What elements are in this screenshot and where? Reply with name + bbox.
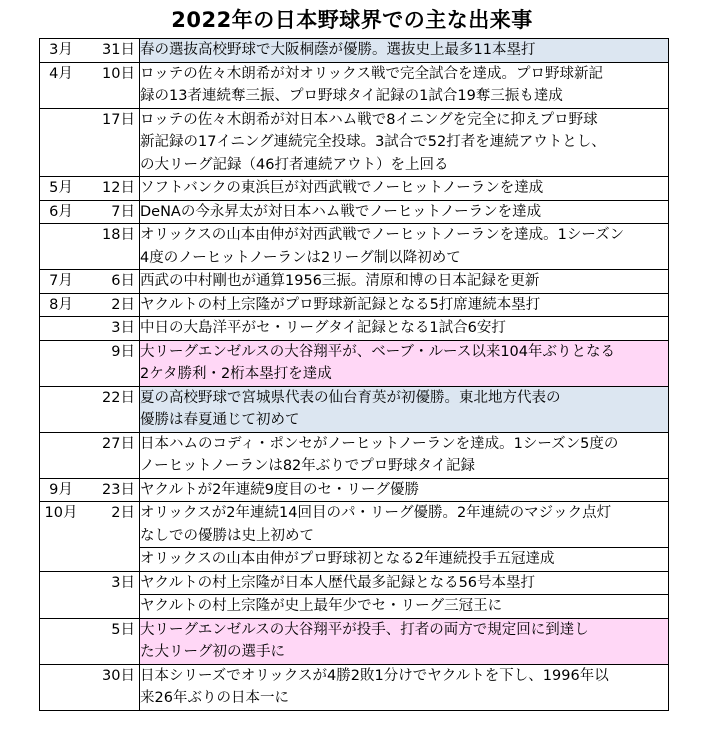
event-date-cell [40, 62, 140, 108]
event-description-line: オリックスの山本由伸が対西武戦でノーヒットノーランを達成。1シーズン [140, 227, 625, 243]
event-description-line: ヤクルトの村上宗隆が史上最年少でセ・リーグ三冠王に [140, 598, 503, 614]
event-day: 31日 [102, 42, 135, 58]
event-description-line: 日本ハムのコディ・ポンセがノーヒットノーランを達成。1シーズン5度の [140, 435, 619, 452]
event-description-line: 新記録の17イニング連続完全投球。3試合で52打者を連続アウトとし、 [140, 134, 606, 150]
event-row [40, 62, 669, 108]
event-description-line: 優勝は春夏通じて初めて [140, 412, 300, 428]
event-date-cell [40, 200, 140, 224]
event-date-cell [40, 548, 140, 572]
event-row [40, 340, 669, 386]
event-description-cell [140, 39, 669, 63]
event-description-line: た大リーグ初の選手に [140, 644, 285, 660]
event-day: 9日 [111, 343, 135, 360]
event-description-line: ソフトバンクの東浜巨が対西武戦でノーヒットノーランを達成 [140, 180, 544, 196]
event-description-line: ヤクルトが2年連続9度目のセ・リーグ優勝 [140, 481, 420, 498]
event-day: 3日 [111, 574, 135, 591]
event-description-cell [140, 340, 669, 386]
event-month: 3月 [49, 42, 73, 58]
event-day: 7日 [111, 203, 135, 220]
event-description-line: ヤクルトの村上宗隆が日本人歴代最多記録となる56号本塁打 [140, 574, 536, 591]
event-description-line: 来26年ぶりの日本一に [140, 690, 289, 706]
event-date-cell [40, 224, 140, 270]
event-row [40, 571, 669, 595]
event-description-line: 西武の中村剛也が通算1956三振。清原和博の日本記録を更新 [140, 273, 540, 289]
event-description-cell [140, 317, 669, 341]
event-description-line: 日本シリーズでオリックスが4勝2敗1分けでヤクルトを下し、1996年以 [140, 667, 609, 684]
event-row [40, 270, 669, 294]
events-table-body [40, 39, 669, 711]
event-row [40, 293, 669, 317]
event-description-line: なしでの優勝は史上初めて [140, 527, 314, 544]
event-date-cell [40, 270, 140, 294]
event-row [40, 595, 669, 619]
event-description-cell [140, 386, 669, 432]
event-description-line: 4度のノーヒットノーランは2リーグ制以降初めて [140, 249, 461, 266]
event-row [40, 664, 669, 710]
event-description-cell [140, 548, 669, 572]
event-description-cell [140, 177, 669, 201]
event-date-cell [40, 595, 140, 619]
event-day: 12日 [102, 180, 135, 196]
event-date-cell [40, 386, 140, 432]
event-row [40, 39, 669, 63]
page-title: 2022年の日本野球界での主な出来事 [171, 8, 533, 32]
event-date-cell [40, 39, 140, 63]
event-description-cell [140, 618, 669, 664]
event-description-cell [140, 571, 669, 595]
event-description-cell [140, 502, 669, 548]
event-description-cell [140, 478, 669, 502]
event-day: 10日 [102, 65, 135, 82]
event-day: 23日 [102, 481, 135, 498]
event-row [40, 108, 669, 177]
event-row [40, 317, 669, 341]
event-description-cell [140, 224, 669, 270]
event-description-line: オリックスの山本由伸がプロ野球初となる2年連続投手五冠達成 [140, 551, 555, 567]
event-description-line: 春の選抜高校野球で大阪桐蔭が優勝。選抜史上最多11本塁打 [140, 42, 536, 58]
event-row [40, 548, 669, 572]
event-month: 5月 [49, 180, 73, 196]
event-description-cell [140, 270, 669, 294]
event-day: 22日 [102, 389, 135, 406]
event-description-line: DeNAの今永昇太が対日本ハム戦でノーヒットノーランを達成 [140, 203, 542, 220]
event-date-cell [40, 317, 140, 341]
event-day: 2日 [111, 296, 135, 313]
event-date-cell [40, 478, 140, 502]
event-row [40, 386, 669, 432]
event-description-line: ロッテの佐々木朗希が対オリックス戦で完全試合を達成。プロ野球新記 [140, 65, 603, 82]
event-day: 27日 [102, 435, 135, 452]
event-description-line: ノーヒットノーランは82年ぶりでプロ野球タイ記録 [140, 458, 475, 474]
event-date-cell [40, 502, 140, 548]
event-day: 18日 [102, 227, 135, 243]
event-description-line: オリックスが2年連続14回目のパ・リーグ優勝。2年連続のマジック点灯 [140, 505, 612, 521]
event-day: 2日 [111, 505, 135, 521]
event-row [40, 502, 669, 548]
event-row [40, 432, 669, 478]
event-date-cell [40, 293, 140, 317]
event-row [40, 224, 669, 270]
event-row [40, 478, 669, 502]
event-day: 17日 [102, 111, 135, 128]
event-date-cell [40, 571, 140, 595]
event-month: 6月 [49, 203, 73, 220]
event-month: 10月 [44, 505, 78, 521]
event-description-cell [140, 595, 669, 619]
event-description-cell [140, 432, 669, 478]
event-description-line: 録の13者連続奪三振、プロ野球タイ記録の1試合19奪三振も達成 [140, 88, 563, 104]
event-description-line: の大リーグ記録（46打者連続アウト）を上回る [140, 156, 449, 173]
event-description-line: 2ケタ勝利・2桁本塁打を達成 [140, 366, 332, 382]
event-row [40, 618, 669, 664]
event-date-cell [40, 177, 140, 201]
events-table [39, 38, 669, 711]
event-day: 30日 [102, 667, 135, 684]
event-date-cell [40, 108, 140, 177]
event-description-line: 大リーグエンゼルスの大谷翔平が投手、打者の両方で規定回に到達し [140, 621, 589, 638]
event-day: 6日 [111, 273, 135, 289]
event-description-cell [140, 62, 669, 108]
event-row [40, 177, 669, 201]
event-date-cell [40, 340, 140, 386]
event-description-cell [140, 664, 669, 710]
event-description-line: 夏の高校野球で宮城県代表の仙台育英が初優勝。東北地方代表の [140, 389, 561, 406]
event-date-cell [40, 432, 140, 478]
event-description-line: ヤクルトの村上宗隆がプロ野球新記録となる5打席連続本塁打 [140, 296, 541, 313]
event-month: 9月 [49, 481, 73, 498]
event-description-cell [140, 200, 669, 224]
event-description-line: 中日の大島洋平がセ・リーグタイ記録となる1試合6安打 [140, 320, 506, 336]
event-month: 4月 [49, 65, 73, 82]
event-date-cell [40, 664, 140, 710]
event-description-cell [140, 293, 669, 317]
event-row [40, 200, 669, 224]
event-day: 3日 [111, 320, 135, 336]
event-month: 8月 [49, 296, 73, 313]
event-description-cell [140, 108, 669, 177]
event-month: 7月 [49, 273, 73, 289]
event-description-line: 大リーグエンゼルスの大谷翔平が、ベーブ・ルース以来104年ぶりとなる [140, 343, 615, 360]
event-day: 5日 [111, 621, 135, 638]
event-date-cell [40, 618, 140, 664]
event-description-line: ロッテの佐々木朗希が対日本ハム戦で8イニングを完全に抑えプロ野球 [140, 111, 598, 128]
